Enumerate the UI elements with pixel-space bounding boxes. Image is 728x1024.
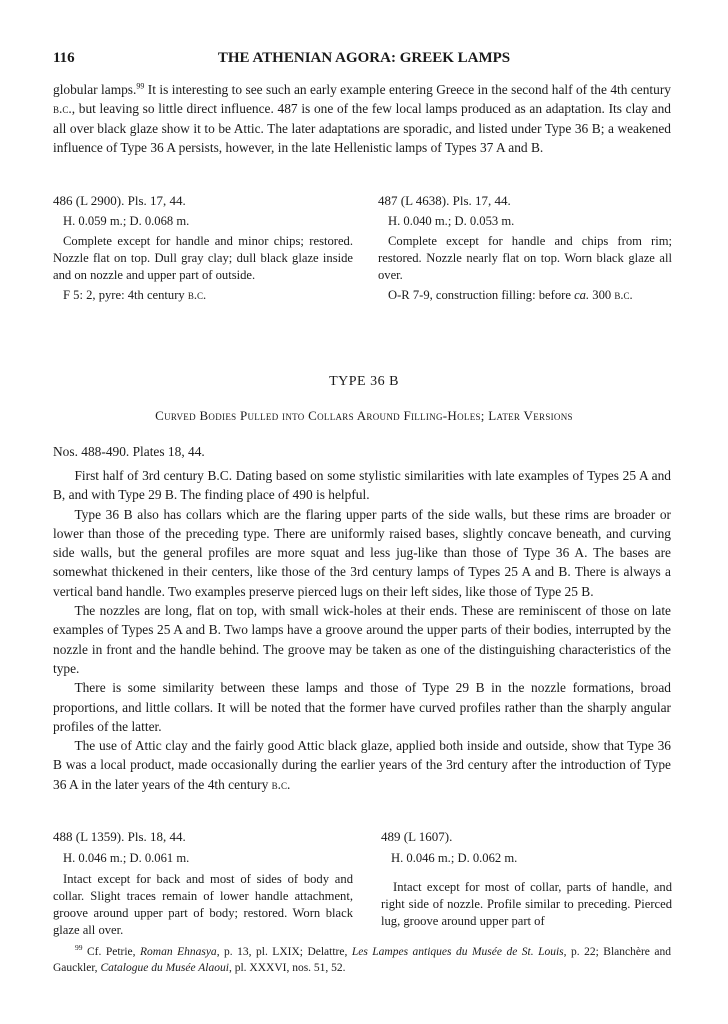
footnote-ref: 99 [136,81,145,91]
body-paragraph: First half of 3rd century B.C. Dating based on some stylistic similarities with late examples of Types 25 A and B, and with Type 29 B. The finding place of 490 is helpful. [53,468,671,503]
footnote: $^{99}$ Cf. Petrie, Roman Ehnasya, p. 13, pl. LXIX; Delattre, Les Lampes antiques du Musée de St. Louis, p. 22; Blanchère and Gauckler, Catalogue du Musée Alaoui, pl. XXXVI, nos. 51, 52. [53,943,672,974]
catalog-entry-487 [378,192,672,304]
body-paragraph: Type 36 B also has collars which are the flaring upper parts of the side walls, but these rims are broader or lower than those of the preceding type. There are uniformly raised bases, slightly concave beneath, and curving side walls, but the general profiles are more squat and less jug-like than those of Type 36 A. The bases are somewhat thickened in their centers, like those of the 3rd century lamps of Types 25 A and B. There is always a vertical band handle. Two examples preserve pierced lugs on their left sides, like those of Type 25 B. [53,506,671,599]
entry-title: 486 (L 2900). Pls. 17, 44. [53,193,186,208]
catalog-entry-486 [53,192,353,304]
entry-description: Complete except for handle and chips from rim; restored. Nozzle nearly flat on top. Worn black glaze all over. [378,234,672,282]
entry-title: 487 (L 4638). Pls. 17, 44. [378,193,511,208]
entry-description: Intact except for most of collar, parts of handle, and right side of nozzle. Profile similar to preceding. Pierced lug, groove around upper part of [381,880,672,928]
body-paragraph: There is some similarity between these lamps and those of Type 29 B in the nozzle formations, broad proportions, and little collars. It will be noted that the former have curved profiles rather than the sharply angular profiles of the latter. [53,680,671,734]
entry-dims: H. 0.059 m.; D. 0.068 m. [63,214,190,228]
intro-paragraph: globular lamps.$^{99}$ It is interesting to see such an early example entering Greece in the second half of the 4th century b.c., but leaving so little direct influence. 487 is one of the few local lamps produced as an adaptation. Its clay and all over black glaze show it to be Attic. The later adaptations are sporadic, and listed under Type 36 B; a weakened influence of Type 36 A persists, however, in the late Hellenistic lamps of Types 37 A and B. [53,81,671,155]
section-title: TYPE 36 B [329,374,399,389]
body-paragraph: The use of Attic clay and the fairly good Attic black glaze, applied both inside and outside, show that Type 36 B was a local product, made occasionally during the earlier years of the 3rd century after the introduction of Type 36 A in the later years of the 4th century b.c. [53,738,671,792]
entry-dims: H. 0.046 m.; D. 0.061 m. [63,851,190,865]
catalog-entry-488 [53,828,353,939]
entry-context: O-R 7-9, construction filling: before ca. 300 b.c. [388,288,633,302]
entry-description: Intact except for back and most of sides of body and collar. Slight traces remain of lower handle attachment, groove around upper part of body; restored. Worn black glaze all over. [53,872,353,937]
body-paragraph: The nozzles are long, flat on top, with small wick-holes at their ends. These are reminiscent of those on late examples of Types 25 A and B. Two lamps have a groove around the upper parts of their bodies, interrupted by the nozzle in front and the handle behind. The groove may be taken as one of the distinguishing characteristics of the type. [53,603,671,676]
entry-title: 489 (L 1607). [381,829,453,844]
entry-description: Complete except for handle and minor chips; restored. Nozzle flat on top. Dull gray clay; dull black glaze inside and on nozzle and upper part of outside. [53,234,353,282]
running-title: THE ATHENIAN AGORA: GREEK LAMPS [217,50,511,66]
entry-context: F 5: 2, pyre: 4th century b.c. [63,288,207,302]
body-text [53,466,671,794]
entry-dims: H. 0.040 m.; D. 0.053 m. [388,214,515,228]
entry-dims: H. 0.046 m.; D. 0.062 m. [391,851,518,865]
section-subtitle: Curved Bodies Pulled into Collars Around Filling-Holes; Later Versions [155,408,573,423]
page-number: 116 [53,50,75,66]
section-numbers: Nos. 488-490. Plates 18, 44. [53,444,205,459]
catalog-entry-489 [381,828,672,930]
entry-title: 488 (L 1359). Pls. 18, 44. [53,829,186,844]
